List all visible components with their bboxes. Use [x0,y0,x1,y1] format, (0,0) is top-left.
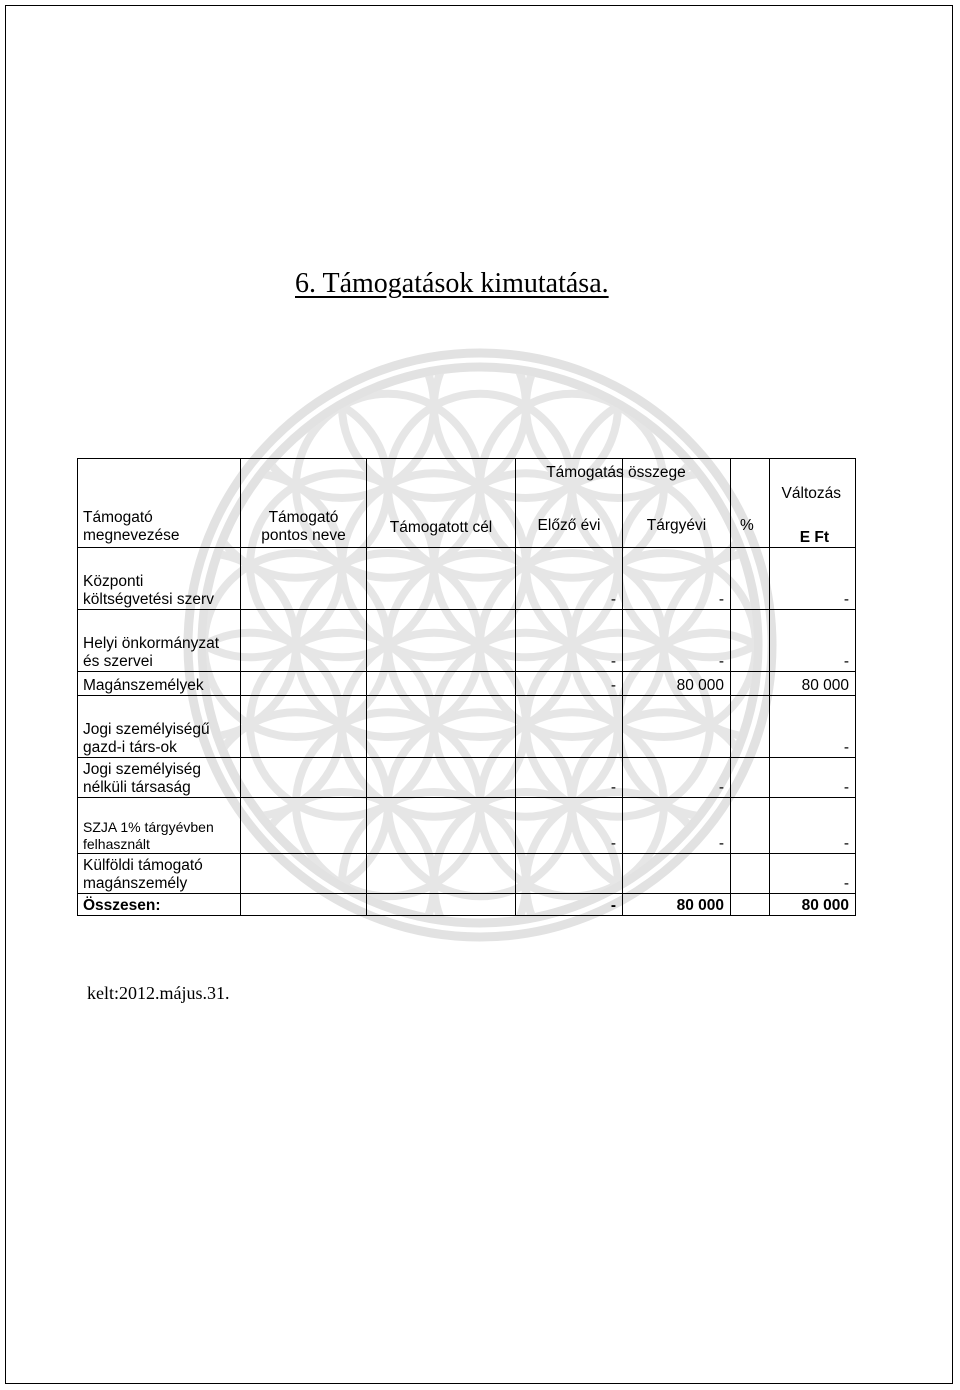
total-change: 80 000 [770,894,856,916]
header-supported-purpose [367,459,516,548]
row-curr: - [623,798,731,854]
header-current-year-cell [623,459,731,548]
table-total-row [78,894,856,916]
total-curr: 80 000 [623,894,731,916]
row-purpose [367,696,516,758]
row-change: 80 000 [770,672,856,696]
row-name: Jogi személyiségű gazd-i társ-ok [78,696,241,758]
row-change: - [770,798,856,854]
table-row [78,548,856,610]
row-percent [731,758,770,798]
header-supporter-exact-name [241,459,367,548]
row-exact-name [241,548,367,610]
header-prev-year: Előző évi [537,517,601,534]
row-change: - [770,854,856,894]
row-change: - [770,758,856,798]
table-row [78,854,856,894]
row-name: Központi költségvetési szerv [78,548,241,610]
header-amount-group: Támogatás összege [546,464,686,481]
row-purpose [367,798,516,854]
row-prev [516,696,623,758]
row-exact-name [241,758,367,798]
header-supporter-exact-name-label: Támogató pontos neve [261,509,346,544]
row-exact-name [241,798,367,854]
header-change-cell [770,459,856,548]
total-prev: - [516,894,623,916]
row-percent [731,548,770,610]
row-prev: - [516,672,623,696]
total-label: Összesen: [78,894,241,916]
support-table [77,458,856,916]
row-name: Külföldi támogató magánszemély [78,854,241,894]
row-prev [516,854,623,894]
row-purpose [367,854,516,894]
row-change: - [770,610,856,672]
row-curr: - [623,548,731,610]
total-percent [731,894,770,916]
row-name: Jogi személyiség nélküli társaság [78,758,241,798]
row-purpose [367,610,516,672]
table-row [78,696,856,758]
header-unit: E Ft [799,529,829,546]
row-purpose [367,758,516,798]
total-exact-name [241,894,367,916]
header-change: Változás [781,485,841,502]
row-curr: - [623,758,731,798]
row-change: - [770,548,856,610]
row-curr: 80 000 [623,672,731,696]
row-percent [731,798,770,854]
table-header-row [78,459,856,548]
table-row [78,672,856,696]
header-supporter-name-label: Támogató megnevezése [83,509,180,544]
header-percent: % [740,517,754,534]
row-exact-name [241,610,367,672]
total-purpose [367,894,516,916]
row-percent [731,672,770,696]
row-name: SZJA 1% tárgyévben felhasznált [78,798,241,854]
row-curr: - [623,610,731,672]
row-curr [623,854,731,894]
row-name: Magánszemélyek [78,672,241,696]
row-purpose [367,548,516,610]
row-name: Helyi önkormányzat és szervei [78,610,241,672]
row-prev: - [516,798,623,854]
row-exact-name [241,854,367,894]
row-exact-name [241,672,367,696]
table-row [78,758,856,798]
table-row [78,610,856,672]
row-percent [731,696,770,758]
row-exact-name [241,696,367,758]
row-percent [731,854,770,894]
signature-date: kelt:2012.május.31. [87,983,230,1003]
row-purpose [367,672,516,696]
row-prev: - [516,548,623,610]
row-prev: - [516,758,623,798]
header-supporter-name [78,459,241,548]
page-title: 6. Támogatások kimutatása. [295,268,609,299]
table-row [78,798,856,854]
row-curr [623,696,731,758]
header-current-year: Tárgyévi [646,517,707,534]
header-percent-cell [731,459,770,548]
row-prev: - [516,610,623,672]
row-change: - [770,696,856,758]
row-percent [731,610,770,672]
header-supported-purpose-label: Támogatott cél [389,519,493,536]
